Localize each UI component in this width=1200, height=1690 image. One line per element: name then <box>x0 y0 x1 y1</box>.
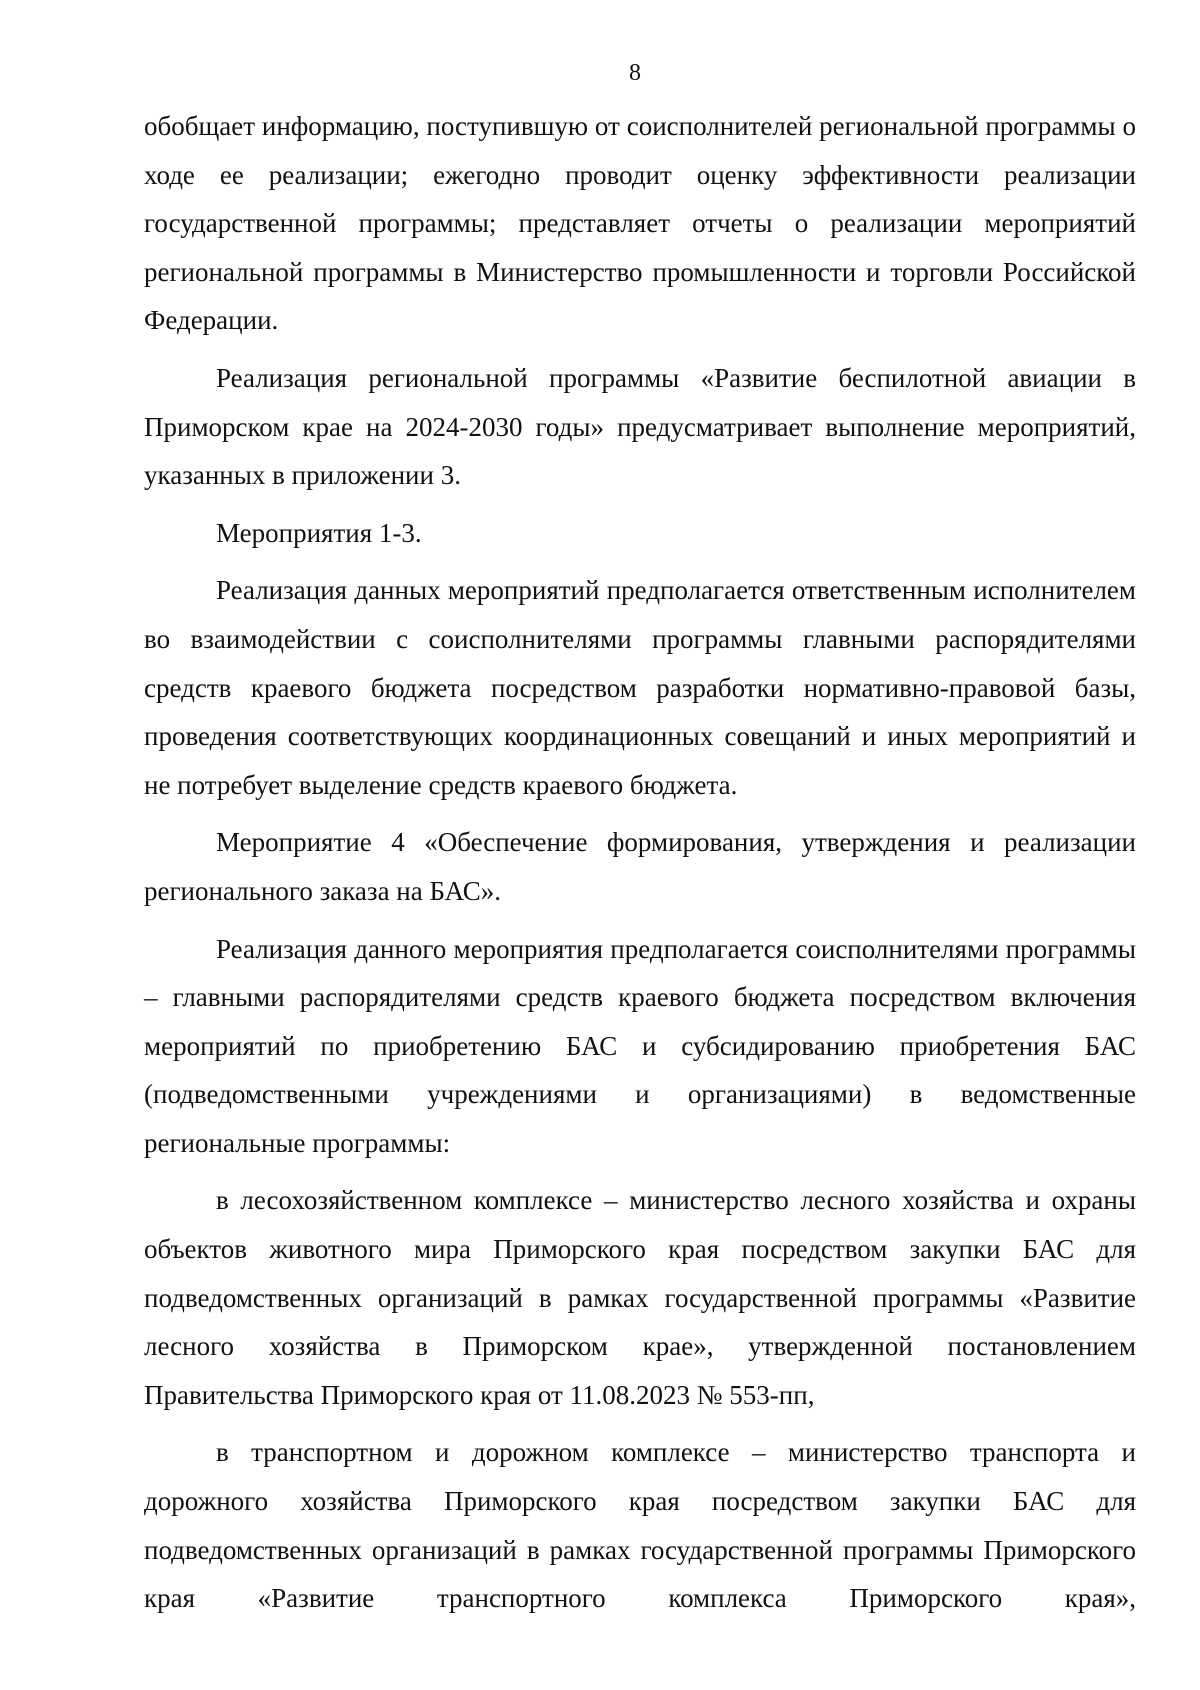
paragraph-forestry-complex: в лесохозяйственном комплексе – министерство лесного хозяйства и охраны объектов животного мира Приморского края посредством закупки БАС для подведомственных организаций в рамках государственной программы «Развитие лесного хозяйства в Приморском крае», утвержденной постановлением Правительства Приморского края от 11.08.2023 № 553-пп, <box>144 1185 1136 1410</box>
paragraph-transport-complex: в транспортном и дорожном комплексе – министерство транспорта и дорожного хозяйства Приморского края посредством закупки БАС для подведомственных организаций в рамках государственной программы Приморского края «Развитие транспортного комплекса Приморского края», <box>144 1437 1136 1614</box>
page-number: 8 <box>629 60 641 86</box>
paragraph-measures-1-3-description: Реализация данных мероприятий предполагается ответственным исполнителем во взаимодействии с соисполнителями программы главными распорядителями средств краевого бюджета посредством разработки нормативно-правовой базы, проведения соответствующих координационных совещаний и иных мероприятий и не потребует выделение средств краевого бюджета. <box>144 575 1136 800</box>
paragraph-measure-4-description: Реализация данного мероприятия предполагается соисполнителями программы – главными распорядителями средств краевого бюджета посредством включения мероприятий по приобретению БАС и субсидированию приобретения БАС (подведомственными учреждениями и организациями) в ведомственные региональные программы: <box>144 933 1136 1158</box>
paragraph-continuation: обобщает информацию, поступившую от соисполнителей региональной программы о ходе ее реализации; ежегодно проводит оценку эффективности реализации государственной программы; представляет отчеты о реализации мероприятий региональной программы в Министерство промышленности и торговли Российской Федерации. <box>144 111 1136 336</box>
paragraph-measure-4-heading: Мероприятие 4 «Обеспечение формирования, утверждения и реализации регионального заказа на БАС». <box>144 827 1136 906</box>
document-body <box>144 102 1136 1623</box>
paragraph-measures-1-3-heading: Мероприятия 1-3. <box>216 517 422 548</box>
paragraph-program-implementation: Реализация региональной программы «Развитие беспилотной авиации в Приморском крае на 2024-2030 годы» предусматривает выполнение мероприятий, указанных в приложении 3. <box>144 362 1136 491</box>
